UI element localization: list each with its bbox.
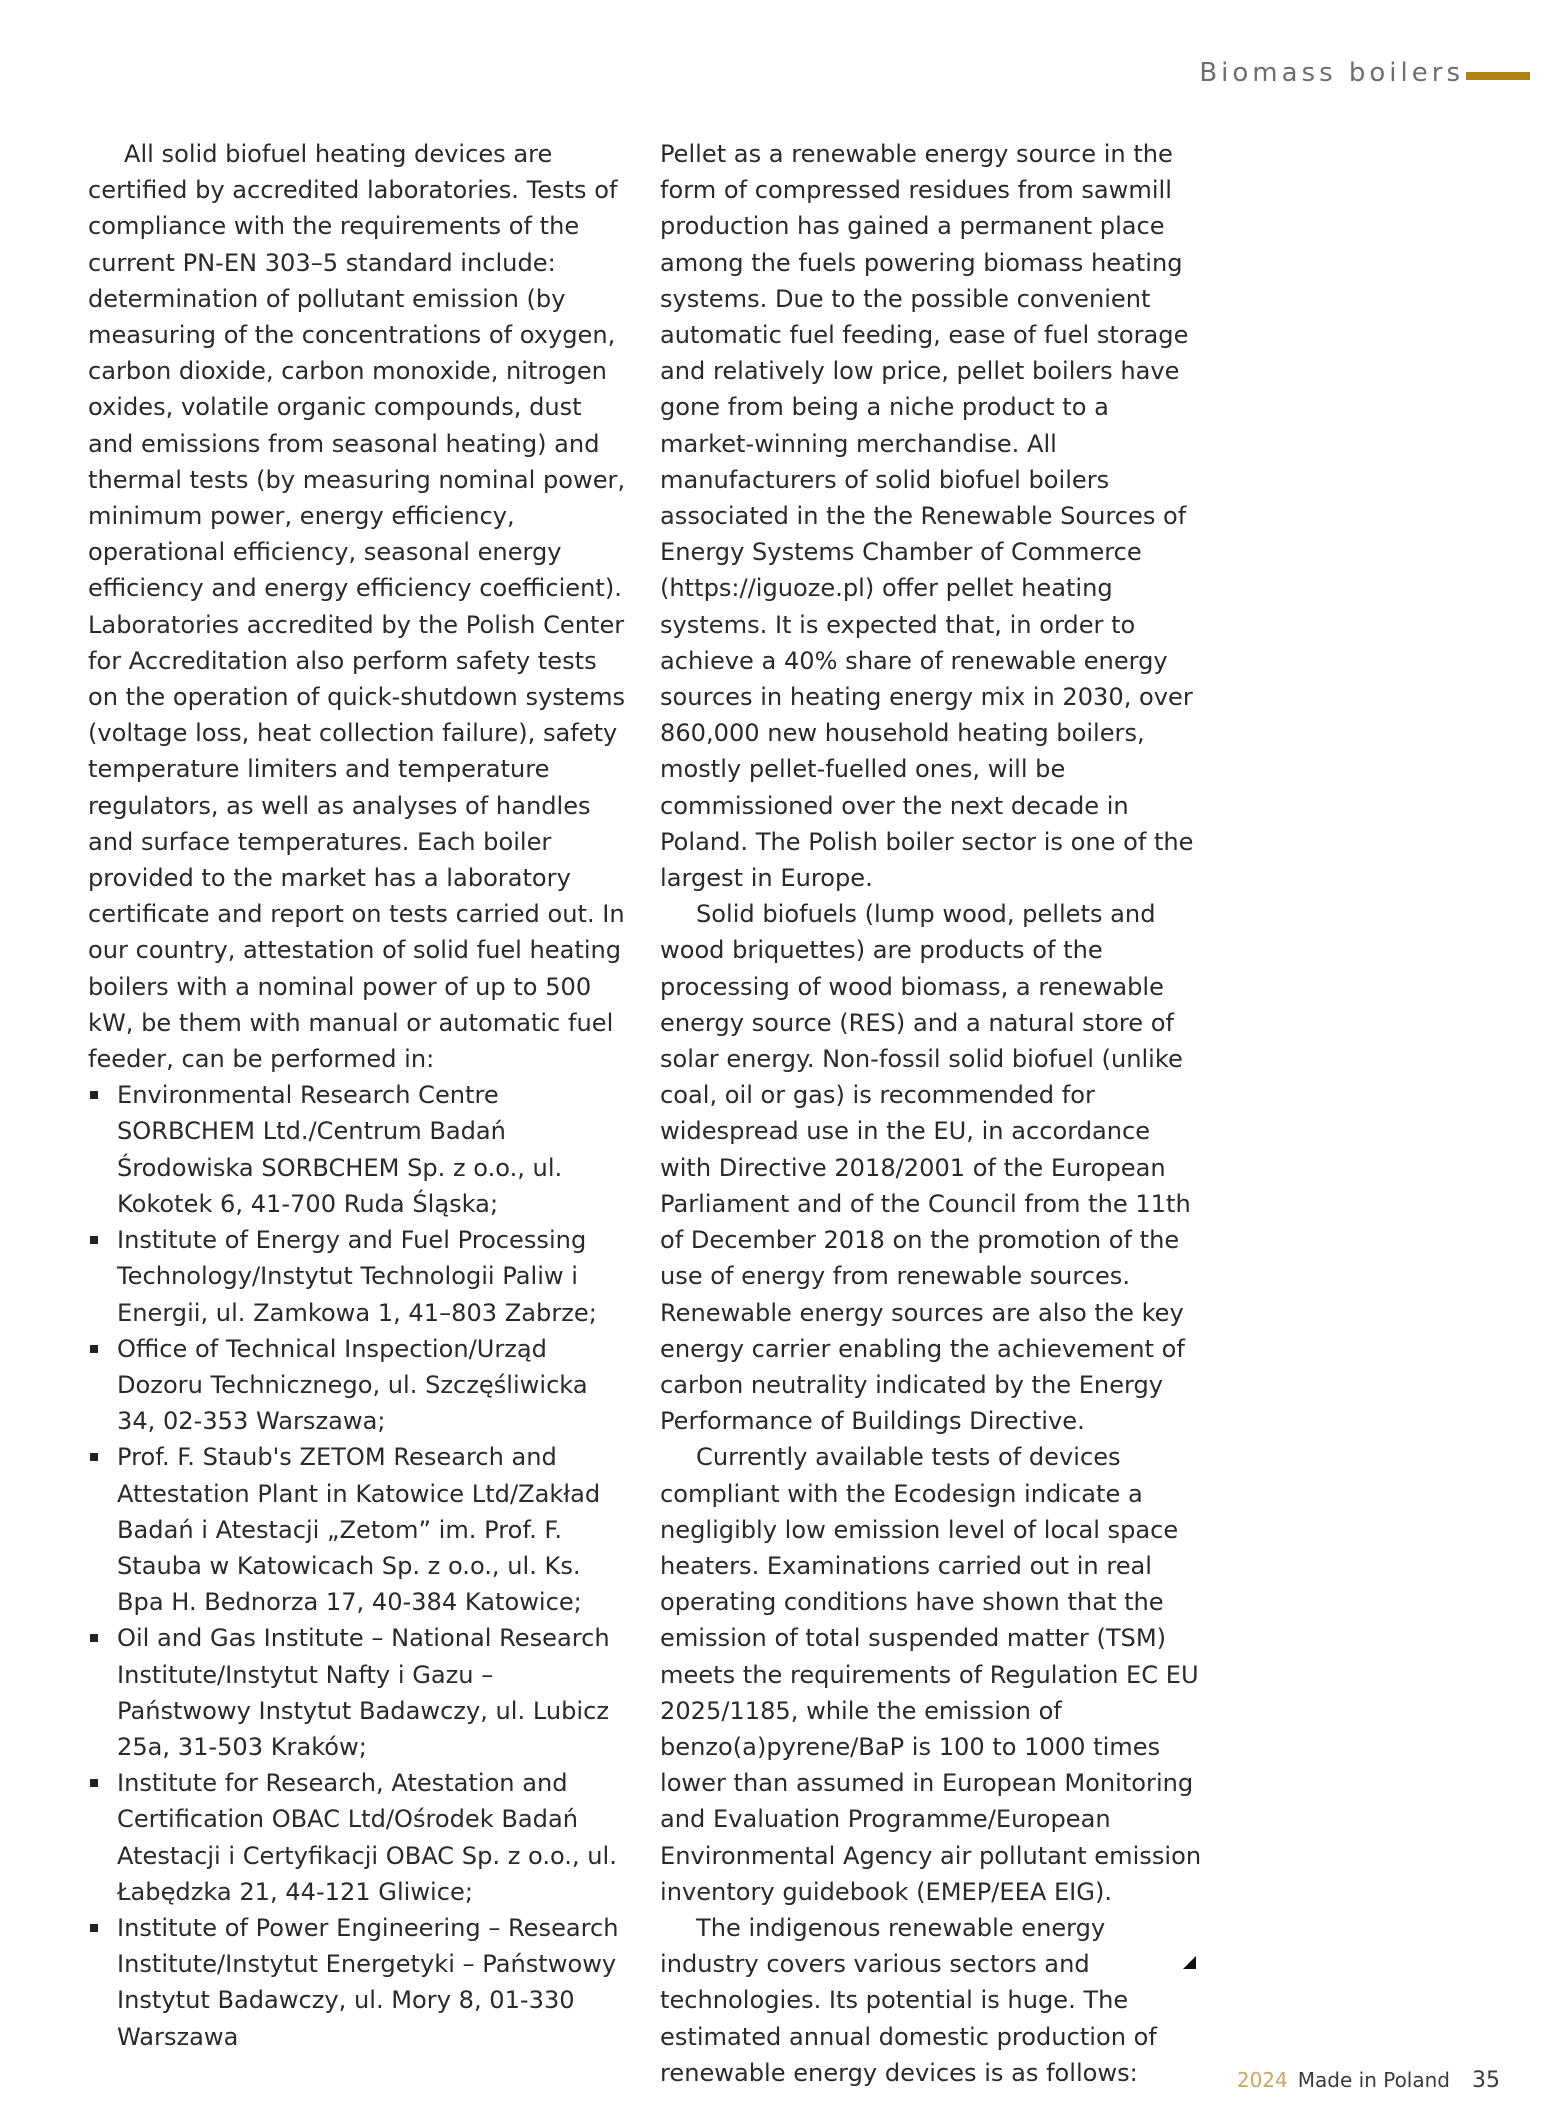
page-footer [1237,2068,1500,2093]
right-column [660,136,1208,2091]
left-column [88,136,628,2055]
pellet-paragraph: Pellet as a renewable energy source in the form of compressed residues from sawmill production has gained a permanent place among the fuels powering biomass heating systems. Due to the possible convenient automatic fuel feeding, ease of fuel storage and relatively low price, pellet boilers have gone from being a niche product to a market-winning merchandise. All manufacturers of solid biofuel boilers associated in the the Renewable Sources of Energy Systems Chamber of Commerce (https://iguoze.pl) offer pellet heating systems. It is expected that, in order to achieve a 40% share of renewable energy sources in heating energy mix in 2030, over 860,000 new household heating boilers, mostly pellet-fuelled ones, will be commissioned over the next decade in Poland. The Polish boiler sector is one of the largest in Europe. [660,140,1194,893]
list-item: Institute for Research, Atestation and Certification OBAC Ltd/Ośrodek Badań Atestacji i Certyfikacji OBAC Sp. z o.o., ul. Łabędzka 21, 44-121 Gliwice; [88,1765,628,1910]
list-item: Institute of Power Engineering – Research Institute/Instytut Energetyki – Państwowy Instytut Badawczy, ul. Mory 8, 01-330 Warszawa [88,1910,628,2055]
institutes-list [88,1077,628,2054]
list-item: Office of Technical Inspection/Urząd Dozoru Technicznego, ul. Szczęśliwicka 34, 02-353 Warszawa; [88,1331,628,1440]
intro-paragraph: All solid biofuel heating devices are certified by accredited laboratories. Tests of compliance with the requirements of the current PN-EN 303–5 standard include: determination of pollutant emission (by measuring of the concentrations of oxygen, carbon dioxide, carbon monoxide, nitrogen oxides, volatile organic compounds, dust and emissions from seasonal heating) and thermal tests (by measuring nominal power, minimum power, energy efficiency, operational efficiency, seasonal energy efficiency and energy efficiency coefficient). Laboratories accredited by the Polish Center for Accreditation also perform safety tests on the operation of quick-shutdown systems (voltage loss, heat collection failure), safety temperature limiters and temperature regulators, as well as analyses of handles and surface temperatures. Each boiler provided to the market has a laboratory certificate and report on tests carried out. In our country, attestation of solid fuel heating boilers with a nominal power of up to 500 kW, be them with manual or automatic fuel feeder, can be performed in: [88,140,626,1074]
solid-biofuels-paragraph: Solid biofuels (lump wood, pellets and wood briquettes) are products of the processing of wood biomass, a renewable energy source (RES) and a natural store of solar energy. Non-fossil solid biofuel (unlike coal, oil or gas) is recommended for widespread use in the EU, in accordance with Directive 2018/2001 of the European Parliament and of the Council from the 11th of December 2018 on the promotion of the use of energy from renewable sources. Renewable energy sources are also the key energy carrier enabling the achievement of carbon neutrality indicated by the Energy Performance of Buildings Directive. [660,900,1191,1436]
title-accent-rule [1466,72,1530,80]
list-item: Prof. F. Staub's ZETOM Research and Attestation Plant in Katowice Ltd/Zakład Badań i Atestacji „Zetom” im. Prof. F. Stauba w Katowicach Sp. z o.o., ul. Ks. Bpa H. Bednorza 17, 40-384 Katowice; [88,1439,628,1620]
list-item: Oil and Gas Institute – National Research Institute/Instytut Nafty i Gazu – Państwowy Instytut Badawczy, ul. Lubicz 25a, 31-503 Kraków; [88,1620,628,1765]
list-item: Environmental Research Centre SORBCHEM Ltd./Centrum Badań Środowiska SORBCHEM Sp. z o.o., ul. Kokotek 6, 41-700 Ruda Śląska; [88,1077,628,1222]
continue-triangle-icon [1183,1956,1196,1969]
page-number: 35 [1472,2068,1500,2093]
section-title: Biomass boilers [1199,58,1464,88]
ecodesign-tests-paragraph: Currently available tests of devices compliant with the Ecodesign indicate a negligibly low emission level of local space heaters. Examinations carried out in real operating conditions have shown that the emission of total suspended matter (TSM) meets the requirements of Regulation EC EU 2025/1185, while the emission of benzo(a)pyrene/BaP is 100 to 1000 times lower than assumed in European Monitoring and Evaluation Programme/European Environmental Agency air pollutant emission inventory guidebook (EMEP/EEA EIG). [660,1443,1202,1906]
footer-year: 2024 [1236,2068,1288,2092]
page-header [1199,58,1530,88]
footer-magazine-title: Made in Poland [1297,2068,1450,2092]
list-item: Institute of Energy and Fuel Processing Technology/Instytut Technologii Paliw i Energii, ul. Zamkowa 1, 41–803 Zabrze; [88,1222,628,1331]
res-industry-paragraph: The indigenous renewable energy industry covers various sectors and technologies. Its potential is huge. The estimated annual domestic production of renewable energy devices is as follows: [660,1913,1157,2087]
